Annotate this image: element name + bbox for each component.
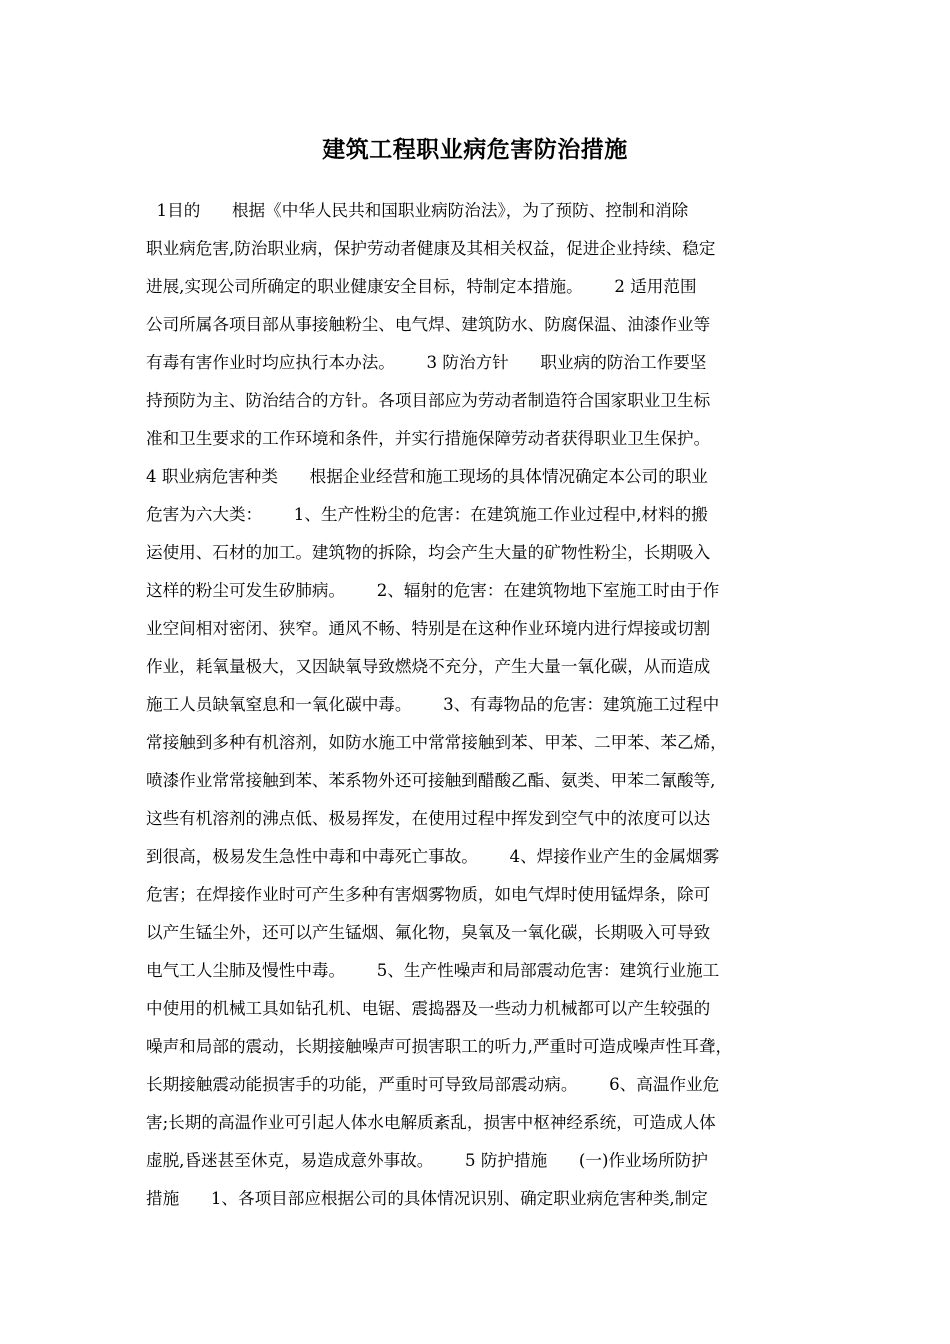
body-line: 害;长期的高温作业可引起人体水电解质紊乱，损害中枢神经系统，可造成人体 <box>146 1113 716 1132</box>
body-line: 措施 1、各项目部应根据公司的具体情况识别、确定职业病危害种类,制定 <box>146 1189 708 1208</box>
body-line: 长期接触震动能损害手的功能，严重时可导致局部震动病。 6、高温作业危 <box>146 1075 720 1094</box>
body-line: 这些有机溶剂的沸点低、极易挥发，在使用过程中挥发到空气中的浓度可以达 <box>146 809 711 828</box>
body-line: 危害；在焊接作业时可产生多种有害烟雾物质，如电气焊时使用锰焊条，除可 <box>146 885 711 904</box>
body-line: 运使用、石材的加工。建筑物的拆除，均会产生大量的矿物性粉尘，长期吸入 <box>146 543 711 562</box>
body-line: 有毒有害作业时均应执行本办法。 3 防治方针 职业病的防治工作要坚 <box>146 353 707 372</box>
body-line: 喷漆作业常常接触到苯、苯系物外还可接触到醋酸乙酯、氨类、甲苯二氰酸等, <box>146 771 716 790</box>
body-line: 进展,实现公司所确定的职业健康安全目标，特制定本措施。 2 适用范围 <box>146 277 697 296</box>
body-line: 作业，耗氧量极大，又因缺氧导致燃烧不充分，产生大量一氧化碳，从而造成 <box>146 657 711 676</box>
body-line: 持预防为主、防治结合的方针。各项目部应为劳动者制造符合国家职业卫生标 <box>146 391 711 410</box>
body-line: 到很高，极易发生急性中毒和中毒死亡事故。 4、焊接作业产生的金属烟雾 <box>146 847 720 866</box>
body-line: 噪声和局部的震动，长期接触噪声可损害职工的听力,严重时可造成噪声性耳聋， <box>146 1037 733 1056</box>
body-line: 中使用的机械工具如钻孔机、电锯、震捣器及一些动力机械都可以产生较强的 <box>146 999 711 1018</box>
body-line: 施工人员缺氧窒息和一氧化碳中毒。 3、有毒物品的危害：建筑施工过程中 <box>146 695 720 714</box>
body-line: 准和卫生要求的工作环境和条件，并实行措施保障劳动者获得职业卫生保护。 <box>146 429 711 448</box>
body-line: 1目的 根据《中华人民共和国职业病防治法》，为了预防、控制和消除 <box>146 201 689 220</box>
body-line: 职业病危害,防治职业病，保护劳动者健康及其相关权益，促进企业持续、稳定 <box>146 239 716 258</box>
body-line: 以产生锰尘外，还可以产生锰烟、氟化物，臭氧及一氧化碳，长期吸入可导致 <box>146 923 711 942</box>
document-title: 建筑工程职业病危害防治措施 <box>322 137 628 163</box>
body-line: 虚脱,昏迷甚至休克，易造成意外事故。 5 防护措施 (一)作业场所防护 <box>146 1151 708 1170</box>
body-line: 这样的粉尘可发生矽肺病。 2、辐射的危害：在建筑物地下室施工时由于作 <box>146 581 720 600</box>
body-line: 4 职业病危害种类 根据企业经营和施工现场的具体情况确定本公司的职业 <box>146 467 708 486</box>
body-line: 公司所属各项目部从事接触粉尘、电气焊、建筑防水、防腐保温、油漆作业等 <box>146 315 711 334</box>
body-line: 业空间相对密闭、狭窄。通风不畅、特别是在这种作业环境内进行焊接或切割 <box>146 619 711 638</box>
body-line: 电气工人尘肺及慢性中毒。 5、生产性噪声和局部震动危害：建筑行业施工 <box>146 961 720 980</box>
body-line: 常接触到多种有机溶剂，如防水施工中常常接触到苯、甲苯、二甲苯、苯乙烯， <box>146 733 727 752</box>
document-body <box>146 192 814 1218</box>
body-line: 危害为六大类： 1、生产性粉尘的危害：在建筑施工作业过程中,材料的搬 <box>146 505 708 524</box>
